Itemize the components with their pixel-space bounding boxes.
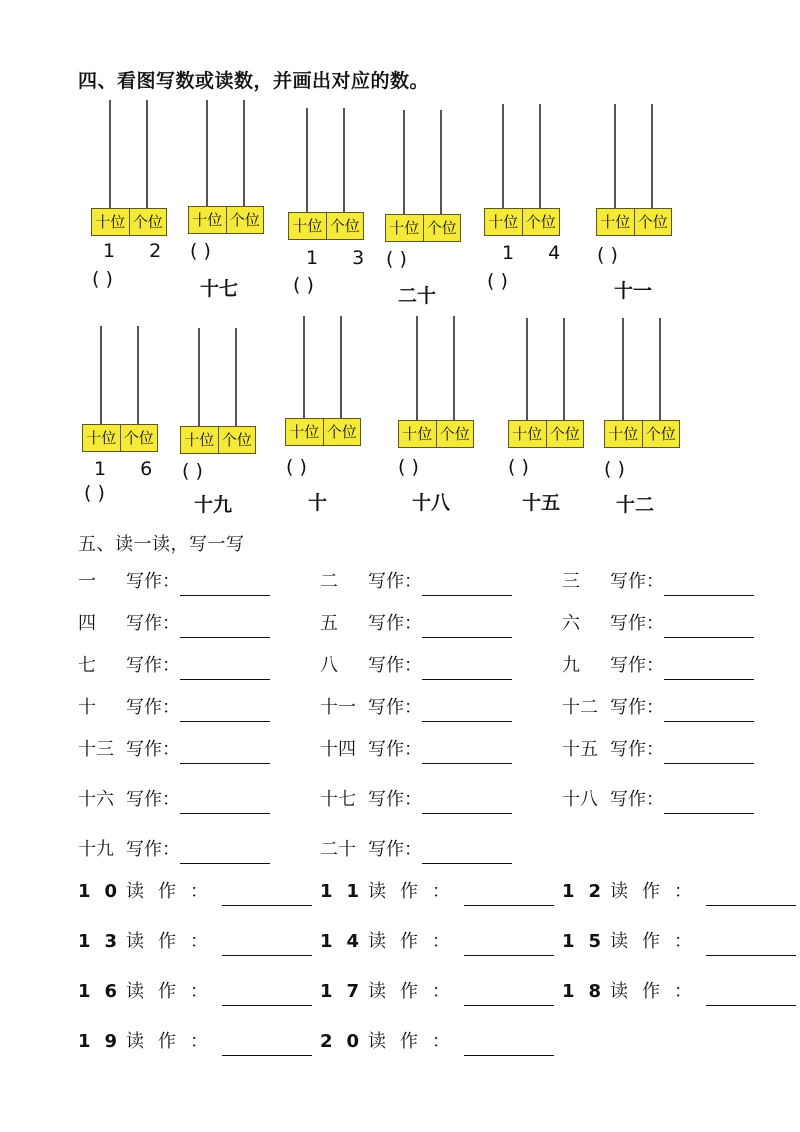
read-item [320,878,554,906]
place-value-plate [484,208,560,236]
place-value-plate [180,426,256,454]
read-item [562,928,796,956]
place-value-plate [82,424,158,452]
ones-label: 个位 [522,209,560,235]
answer-line[interactable] [664,575,754,596]
chinese-numeral: 六 [562,613,580,634]
chinese-numeral: 九 [562,655,580,676]
answer-line[interactable] [222,885,312,906]
place-value-plate [604,420,680,448]
write-label: 写作： [126,571,180,592]
write-label: 写作： [126,839,180,860]
ones-label: 个位 [642,421,680,447]
number-14: 1 4 [502,242,575,264]
answer-blank[interactable]: ( ) [286,456,307,478]
tens-rod [198,328,200,426]
write-label: 写作： [126,655,180,676]
arabic-numeral: 20 [320,1031,374,1052]
write-item [562,610,754,638]
write-label: 写作： [368,839,422,860]
abacus-19 [180,328,256,468]
answer-line[interactable] [664,659,754,680]
chinese-numeral: 十一 [320,697,356,718]
answer-line[interactable] [706,985,796,1006]
write-item [562,652,754,680]
answer-line[interactable] [180,701,270,722]
abacus-17 [188,100,264,240]
read-label: 读作： [610,881,706,902]
tens-rod [416,316,418,420]
place-value-plate [285,418,361,446]
ones-rod [243,100,245,206]
write-item [78,836,270,864]
write-item [78,652,270,680]
arabic-numeral: 13 [78,931,132,952]
answer-line[interactable] [464,985,554,1006]
ones-rod [235,328,237,426]
answer-line[interactable] [422,843,512,864]
answer-line[interactable] [222,985,312,1006]
answer-line[interactable] [222,935,312,956]
answer-line[interactable] [180,793,270,814]
place-value-plate [508,420,584,448]
ones-label: 个位 [436,421,474,447]
chinese-numeral: 十三 [78,739,114,760]
ones-label: 个位 [323,419,361,445]
read-item [320,978,554,1006]
read-label: 读作： [368,931,464,952]
answer-line[interactable] [180,659,270,680]
arabic-numeral: 19 [78,1031,132,1052]
section5-title: 五、读一读，写一写 [78,534,245,555]
tens-label: 十位 [488,213,519,231]
chinese-numeral: 十六 [78,789,114,810]
tens-label: 十位 [192,211,223,229]
answer-line[interactable] [422,701,512,722]
answer-blank[interactable]: ( ) [604,458,625,480]
write-item [78,610,270,638]
ones-rod [343,108,345,212]
answer-line[interactable] [422,743,512,764]
arabic-numeral: 18 [562,981,616,1002]
chinese-numeral: 十八 [562,789,598,810]
write-item [320,610,512,638]
write-item [320,568,512,596]
number-12: 1 2 [103,240,176,262]
answer-line[interactable] [664,743,754,764]
read-18: 十八 [412,492,451,514]
place-value-plate [188,206,264,234]
answer-line[interactable] [464,935,554,956]
answer-line[interactable] [180,617,270,638]
answer-blank[interactable]: ( ) [487,270,508,292]
read-label: 读作： [368,981,464,1002]
number-16: 1 6 [94,458,167,480]
answer-line[interactable] [422,617,512,638]
ones-rod [453,316,455,420]
ones-rod [563,318,565,420]
write-label: 写作： [368,697,422,718]
arabic-numeral: 11 [320,881,374,902]
tens-rod [100,326,102,424]
read-item [78,1028,312,1056]
abacus-10 [285,316,361,456]
write-label: 写作： [368,571,422,592]
place-value-plate [91,208,167,236]
tens-label: 十位 [86,429,117,447]
ones-label: 个位 [546,421,584,447]
tens-rod [306,108,308,212]
read-item [78,978,312,1006]
tens-label: 十位 [184,431,215,449]
read-label: 读作： [126,931,222,952]
tens-label: 十位 [608,425,639,443]
answer-blank[interactable]: ( ) [84,482,105,504]
ones-label: 个位 [120,425,158,451]
abacus-12b [604,318,680,458]
answer-blank[interactable]: ( ) [508,456,529,478]
write-item [320,736,512,764]
tens-rod [206,100,208,206]
write-label: 写作： [126,613,180,634]
abacus-16 [82,326,158,466]
ones-label: 个位 [129,209,167,235]
write-label: 写作： [368,655,422,676]
tens-label: 十位 [402,425,433,443]
arabic-numeral: 10 [78,881,132,902]
write-item [320,836,512,864]
read-label: 读作： [126,881,222,902]
read-20: 二十 [398,285,437,307]
place-value-plate [288,212,364,240]
ones-rod [137,326,139,424]
answer-line[interactable] [180,843,270,864]
read-item [78,928,312,956]
ones-rod [440,110,442,214]
chinese-numeral: 三 [562,571,580,592]
chinese-numeral: 十 [78,697,96,718]
read-label: 读作： [610,981,706,1002]
chinese-numeral: 十二 [562,697,598,718]
read-11: 十一 [614,280,653,302]
chinese-numeral: 二 [320,571,338,592]
answer-line[interactable] [180,575,270,596]
write-label: 写作： [368,739,422,760]
read-15: 十五 [522,492,561,514]
chinese-numeral: 八 [320,655,338,676]
tens-label: 十位 [289,423,320,441]
read-item [562,978,796,1006]
write-label: 写作： [368,613,422,634]
abacus-13 [288,108,364,248]
write-item [562,736,754,764]
tens-rod [303,316,305,418]
tens-label: 十位 [95,213,126,231]
write-label: 写作： [610,697,664,718]
arabic-numeral: 16 [78,981,132,1002]
chinese-numeral: 十九 [78,839,114,860]
arabic-numeral: 15 [562,931,616,952]
write-label: 写作： [610,613,664,634]
abacus-12 [91,100,167,240]
section4-title: 四、看图写数或读数，并画出对应的数。 [78,70,430,92]
ones-rod [659,318,661,420]
ones-label: 个位 [226,207,264,233]
answer-line[interactable] [422,793,512,814]
answer-blank[interactable]: ( ) [190,240,211,262]
read-10: 十 [308,492,328,514]
abacus-18 [398,316,474,456]
answer-line[interactable] [464,1035,554,1056]
answer-blank[interactable]: ( ) [597,244,618,266]
chinese-numeral: 十五 [562,739,598,760]
chinese-numeral: 七 [78,655,96,676]
write-item [78,736,270,764]
tens-label: 十位 [512,425,543,443]
tens-label: 十位 [292,217,323,235]
chinese-numeral: 二十 [320,839,356,860]
chinese-numeral: 一 [78,571,96,592]
answer-blank[interactable]: ( ) [386,248,407,270]
write-item [562,694,754,722]
write-label: 写作： [610,739,664,760]
ones-label: 个位 [423,215,461,241]
abacus-20 [385,110,461,250]
write-item [562,568,754,596]
ones-rod [539,104,541,208]
arabic-numeral: 14 [320,931,374,952]
answer-line[interactable] [464,885,554,906]
answer-line[interactable] [222,1035,312,1056]
place-value-plate [596,208,672,236]
abacus-11 [596,104,672,244]
write-label: 写作： [610,655,664,676]
read-item [320,1028,554,1056]
number-13: 1 3 [306,247,379,269]
write-label: 写作： [126,739,180,760]
write-label: 写作： [610,571,664,592]
write-item [562,786,754,814]
write-item [320,694,512,722]
abacus-14 [484,104,560,244]
read-17: 十七 [200,278,239,300]
write-item [78,694,270,722]
write-item [78,786,270,814]
chinese-numeral: 十四 [320,739,356,760]
read-label: 读作： [126,1031,222,1052]
write-label: 写作： [126,789,180,810]
answer-line[interactable] [664,793,754,814]
answer-line[interactable] [706,935,796,956]
write-item [78,568,270,596]
arabic-numeral: 12 [562,881,616,902]
abacus-15 [508,318,584,458]
tens-rod [526,318,528,420]
read-item [562,878,796,906]
tens-rod [622,318,624,420]
write-item [320,652,512,680]
answer-blank[interactable]: ( ) [182,460,203,482]
write-label: 写作： [610,789,664,810]
answer-line[interactable] [422,575,512,596]
place-value-plate [385,214,461,242]
ones-rod [651,104,653,208]
arabic-numeral: 17 [320,981,374,1002]
read-label: 读作： [368,881,464,902]
answer-blank[interactable]: ( ) [293,274,314,296]
answer-line[interactable] [180,743,270,764]
answer-line[interactable] [664,617,754,638]
ones-label: 个位 [634,209,672,235]
read-19: 十九 [194,494,233,516]
chinese-numeral: 十七 [320,789,356,810]
ones-rod [340,316,342,418]
ones-rod [146,100,148,208]
tens-rod [614,104,616,208]
answer-line[interactable] [664,701,754,722]
tens-rod [109,100,111,208]
read-label: 读作： [610,931,706,952]
answer-blank[interactable]: ( ) [92,268,113,290]
tens-label: 十位 [389,219,420,237]
chinese-numeral: 四 [78,613,96,634]
write-label: 写作： [368,789,422,810]
ones-label: 个位 [218,427,256,453]
answer-blank[interactable]: ( ) [398,456,419,478]
read-item [320,928,554,956]
tens-label: 十位 [600,213,631,231]
write-label: 写作： [126,697,180,718]
ones-label: 个位 [326,213,364,239]
answer-line[interactable] [706,885,796,906]
read-12: 十二 [616,494,655,516]
write-item [320,786,512,814]
read-item [78,878,312,906]
read-label: 读作： [126,981,222,1002]
answer-line[interactable] [422,659,512,680]
read-label: 读作： [368,1031,464,1052]
place-value-plate [398,420,474,448]
chinese-numeral: 五 [320,613,338,634]
tens-rod [502,104,504,208]
tens-rod [403,110,405,214]
